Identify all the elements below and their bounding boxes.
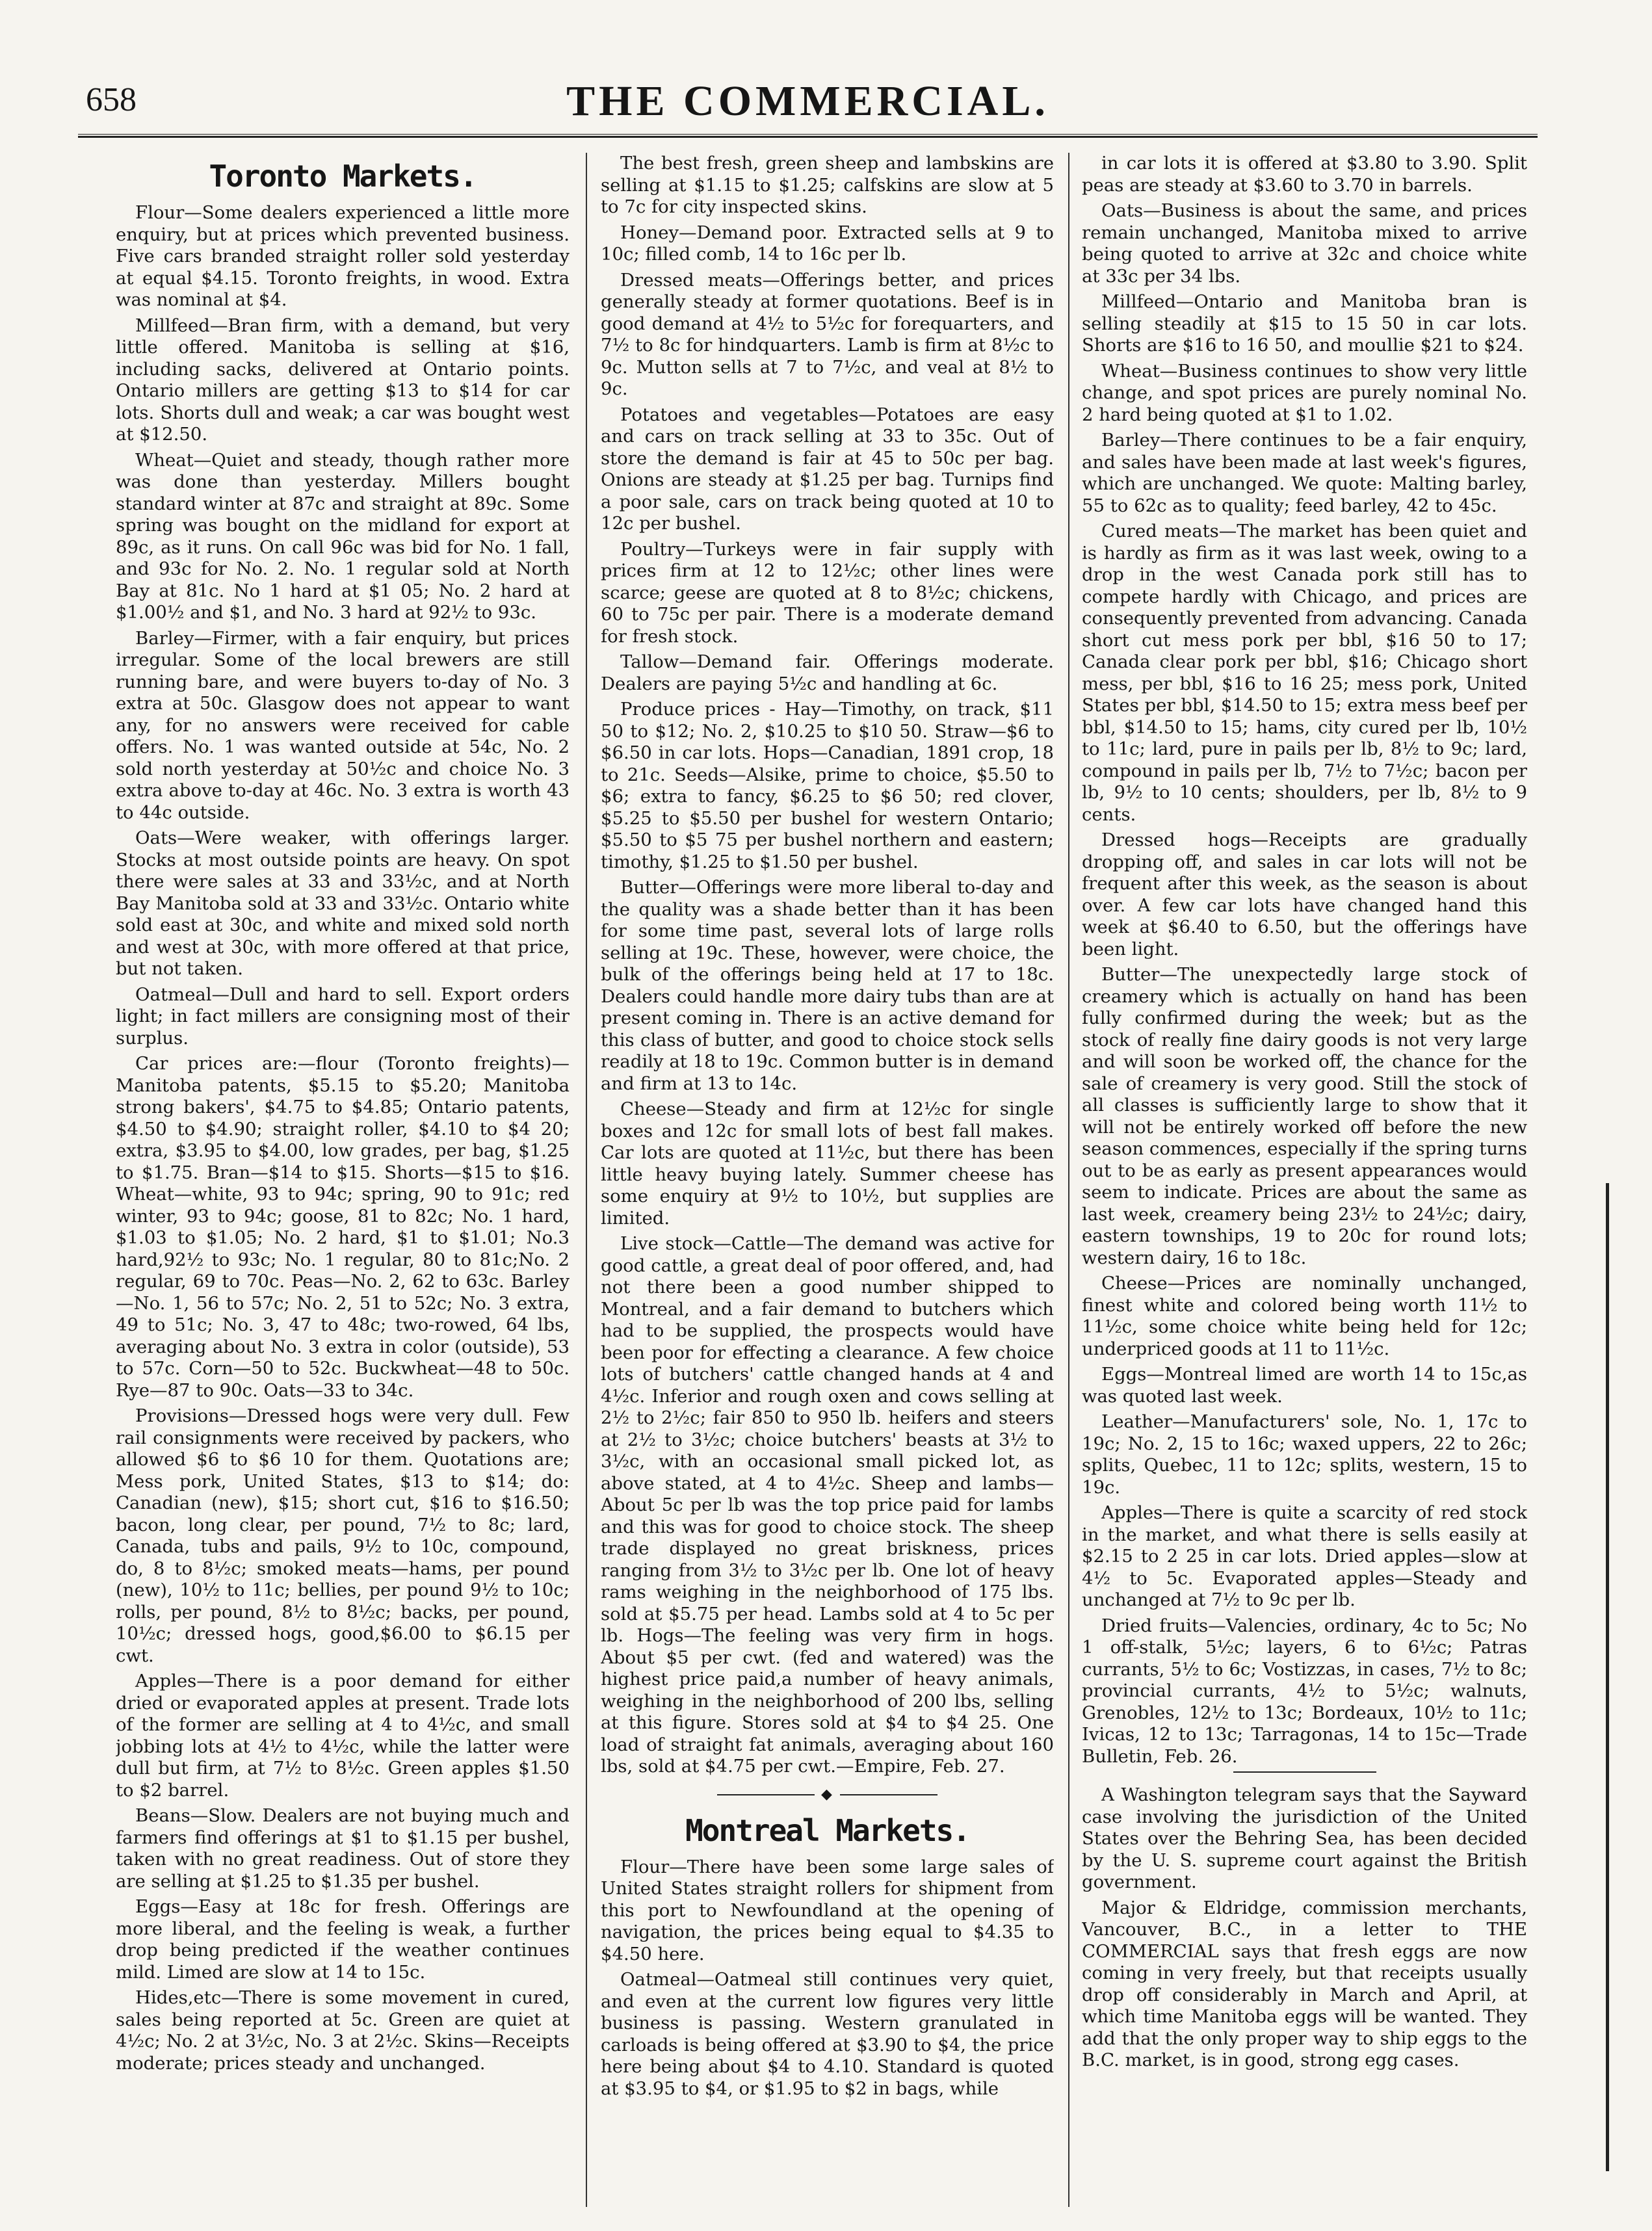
article-paragraph: Oats—Business is about the same, and prices remain unchanged, Manitoba mixed to arrive being quoted to arrive at 32c and choice white at 33c per 34 lbs. xyxy=(1082,200,1527,287)
article-paragraph: Dried fruits—Valencies, ordinary, 4c to 5c; No 1 off-stalk, 5½c; layers, 6 to 6½c; Patras currants, 5½ to 6c; Vostizzas, in cases, 7½ to 8c; provincial currants, 4½ to 5½c; walnuts, Grenobles, 12½ to 13c; Bordeaux, 10½ to 11c; Ivicas, 12 to 13c; Tarragonas, 14 to 15c—Trade Bulletin, Feb. 26. xyxy=(1082,1615,1527,1767)
article-paragraph: Butter—Offerings were more liberal to-day and the quality was a shade better than it has been for some time past, several lots of large rolls selling at 19c. These, however, were choice, the bulk of the offerings being held at 17 to 18c. Dealers could handle more dairy tubs than are at present coming in. There is an active demand for this class of butter, and good to choice stock sells readily at 18 to 19c. Common butter is in demand and firm at 13 to 14c. xyxy=(601,877,1054,1094)
masthead: THE COMMERCIAL. xyxy=(566,77,1049,125)
margin-rule xyxy=(1606,1183,1609,2171)
article-paragraph: Oats—Were weaker, with offerings larger. Stocks at most outside points are heavy. On spot there were sales at 33 and 33½c, and at North Bay Manitoba sold at 33 and 33½c. Ontario white sold east at 30c, and white and mixed sold north and west at 30c, with more offered at that price, but not taken. xyxy=(116,828,570,979)
article-paragraph: Major & Eldridge, commission merchants, Vancouver, B.C., in a letter to THE COMMERCIAL says that fresh eggs are now coming in very freely, but that receipts usually drop off considerably in March and April, at which time Manitoba eggs will be wanted. They add that the only proper way to ship eggs to the B.C. market, is in good, strong egg cases. xyxy=(1082,1897,1527,2070)
article-paragraph: Butter—The unexpectedly large stock of creamery which is actually on hand has been fully confirmed during the week; but as the stock of really fine dairy goods is not very large and will soon be worked off, the chance for the sale of creamery is very good. Still the stock of all classes is sufficiently large to show that it will not be entirely worked off before the new season commences, especially if the spring turns out to be as early as present appearances would seem to indicate. Prices are about the same as last week, creamery being 23½ to 24½c; dairy, eastern townships, 19 to 20c for round lots; western dairy, 16 to 18c. xyxy=(1082,964,1527,1268)
article-paragraph: Apples—There is quite a scarcity of red stock in the market, and what there is sells easily at $2.15 to 2 25 in car lots. Dried apples—slow at 4½ to 5c. Evaporated apples—Steady and unchanged at 7½ to 9c per lb. xyxy=(1082,1502,1527,1610)
article-paragraph: Beans—Slow. Dealers are not buying much and farmers find offerings at $1 to $1.15 per bushel, taken with no great readiness. Out of store they are selling at $1.25 to $1.35 per bushel. xyxy=(116,1805,570,1892)
header-rule xyxy=(78,134,1538,138)
article-paragraph: Potatoes and vegetables—Potatoes are easy and cars on track selling at 33 to 35c. Out of store the demand is fair at 45 to 50c per bag. Onions are steady at $1.25 per bag. Turnips find a poor sale, cars on track being quoted at 10 to 12c per bushel. xyxy=(601,404,1054,534)
article-paragraph: Flour—Some dealers experienced a little more enquiry, but at prices which prevented business. Five cars branded straight roller sold yesterday at equal $4.15. Toronto freights, in wood. Extra was nominal at $4. xyxy=(116,202,570,310)
article-paragraph: Cured meats—The market has been quiet and is hardly as firm as it was last week, owing to a drop in the west Canada pork still has to compete hardly with Chicago, and prices are consequently prevented from advancing. Canada short cut mess pork per bbl, $16 50 to 17; Canada clear pork per bbl, $16; Chicago short mess, per bbl, $16 to 16 25; mess pork, United States per bbl, $14.50 to 15; extra mess beef per bbl, $14.50 to 15; hams, city cured per lb, 10½ to 11c; lard, pure in pails per lb, 8½ to 9c; lard, compound in pails per lb, 7½ to 7½c; bacon per lb, 9½ to 10 cents; shoulders, per lb, 8½ to 9 cents. xyxy=(1082,521,1527,825)
article-paragraph: Wheat—Business continues to show very little change, and spot prices are purely nominal No. 2 hard being quoted at $1 to 1.02. xyxy=(1082,360,1527,425)
section-divider xyxy=(1233,1771,1376,1773)
article-paragraph: Oatmeal—Dull and hard to sell. Export orders light; in fact millers are consigning most of their surplus. xyxy=(116,984,570,1049)
column-divider xyxy=(1068,153,1069,2207)
column-2 xyxy=(601,153,1054,2174)
section-heading-montreal: Montreal Markets. xyxy=(685,1812,969,1848)
section-divider: ◆ xyxy=(601,1784,1054,1805)
article-paragraph: Eggs—Easy at 18c for fresh. Offerings are more liberal, and the feeling is weak, a further drop being predicted if the weather continues mild. Limed are slow at 14 to 15c. xyxy=(116,1896,570,1983)
article-paragraph: in car lots it is offered at $3.80 to 3.90. Split peas are steady at $3.60 to 3.70 in barrels. xyxy=(1082,153,1527,196)
article-paragraph: Live stock—Cattle—The demand was active for good cattle, a great deal of poor offered, and, had not there been a good number shipped to Montreal, and a fair demand to butchers which had to be supplied, the prospects would have been poor for effecting a clearance. A few choice lots of butchers' cattle changed hands at 4 and 4½c. Inferior and rough oxen and cows selling at 2½ to 2½c; fair 850 to 950 lb. heifers and steers at 2½ to 3½c; choice butchers' beasts at 3½ to 3½c, with an occasional small picked lot, as above stated, at 4 to 4½c. Sheep and lambs—About 5c per lb was the top price paid for lambs and this was for good to choice stock. The sheep trade displayed no great briskness, prices ranging from 3½ to 3½c per lb. One lot of heavy rams weighing in the neighborhood of 175 lbs. sold at $5.75 per head. Lambs sold at 4 to 5c per lb. Hogs—The feeling was very firm in hogs. About $5 per cwt. (fed and watered) was the highest price paid,a number of heavy animals, weighing in the neighborhood of 200 lbs, selling at this figure. Stores sold at $4 to $4 25. One load of straight fat animals, averaging about 160 lbs, sold at $4.75 per cwt.—Empire, Feb. 27. xyxy=(601,1233,1054,1777)
article-paragraph: Eggs—Montreal limed are worth 14 to 15c,as was quoted last week. xyxy=(1082,1364,1527,1407)
article-paragraph: Millfeed—Bran firm, with a demand, but very little offered. Manitoba is selling at $16, including sacks, delivered at Ontario points. Ontario millers are getting $13 to $14 for car lots. Shorts dull and weak; a car was bought west at $12.50. xyxy=(116,315,570,445)
article-paragraph: Oatmeal—Oatmeal still continues very quiet, and even at the current low figures very little business is passing. Western granulated in carloads is being offered at $3.90 to $4, the price here being about $4 to 4.10. Standard is quoted at $3.95 to $4, or $1.95 to $2 in bags, while xyxy=(601,1969,1054,2099)
article-paragraph: Barley—There continues to be a fair enquiry, and sales have been made at last week's figures, which are unchanged. We quote: Malting barley, 55 to 62c as to quality; feed barley, 42 to 45c. xyxy=(1082,430,1527,516)
article-paragraph: Produce prices - Hay—Timothy, on track, $11 50 to $12; No. 2, $10.25 to $10 50. Straw—$6 to $6.50 in car lots. Hops—Canadian, 1891 crop, 18 to 21c. Seeds—Alsike, prime to choice, $5.50 to $6; extra to fancy, $6.25 to $6 50; red clover, $5.25 to $5.50 per bushel for western Ontario; $5.50 to $5 75 per bushel northern and eastern; timothy, $1.25 to $1.50 per bushel. xyxy=(601,699,1054,872)
section-heading-toronto: Toronto Markets. xyxy=(209,159,477,194)
article-paragraph: Wheat—Quiet and steady, though rather more was done than yesterday. Millers bought standard winter at 87c and straight at 89c. Some spring was bought on the midland for export at 89c, as it runs. On call 96c was bid for No. 1 fall, and 93c for No. 2. No. 1 regular sold at North Bay at 81c. No 1 hard at $1 05; No. 2 hard at $1.00½ and $1, and No. 3 hard at 92½ to 93c. xyxy=(116,449,570,623)
article-paragraph: Poultry—Turkeys were in fair supply with prices firm at 12 to 12½c; other lines were scarce; geese are quoted at 8 to 8½c; chickens, 60 to 75c per pair. There is a moderate demand for fresh stock. xyxy=(601,538,1054,647)
article-paragraph: Tallow—Demand fair. Offerings moderate. Dealers are paying 5½c and handling at 6c. xyxy=(601,651,1054,694)
article-paragraph: The best fresh, green sheep and lambskins are selling at $1.15 to $1.25; calfskins are slow at 5 to 7c for city inspected skins. xyxy=(601,153,1054,217)
article-paragraph: Apples—There is a poor demand for either dried or evaporated apples at present. Trade lots of the former are selling at 4 to 4½c, and small jobbing lots at 4½ to 4½c, while the latter were dull but firm, at 7½ to 8½c. Green apples $1.50 to $2 barrel. xyxy=(116,1671,570,1801)
article-paragraph: Flour—There have been some large sales of United States straight rollers for shipment from this port to Newfoundland at the opening of navigation, the prices being equal to $4.35 to $4.50 here. xyxy=(601,1856,1054,1964)
article-paragraph: Cheese—Steady and firm at 12½c for single boxes and 12c for small lots of best fall makes. Car lots are quoted at 11½c, but there has been little heavy buying lately. Summer cheese has some enquiry at 9½ to 10½, but supplies are limited. xyxy=(601,1099,1054,1229)
article-paragraph: Cheese—Prices are nominally unchanged, finest white and colored being worth 11½ to 11½c, some choice white being held for 12c; underpriced goods at 11 to 11½c. xyxy=(1082,1273,1527,1359)
article-paragraph: Car prices are:—flour (Toronto freights)—Manitoba patents, $5.15 to $5.20; Manitoba strong bakers', $4.75 to $4.85; Ontario patents, $4.50 to $4.90; straight roller, $4.10 to $4 20; extra, $3.95 to $4.00, low grades, per bag, $1.25 to $1.75. Bran—$14 to $15. Shorts—$15 to $16. Wheat—white, 93 to 94c; spring, 90 to 91c; red winter, 93 to 94c; goose, 81 to 82c; No. 1 hard, $1.03 to $1.05; No. 2 hard, $1 to $1.01; No.3 hard,92½ to 93c; No. 1 regular, 80 to 81c;No. 2 regular, 69 to 70c. Peas—No. 2, 62 to 63c. Barley—No. 1, 56 to 57c; No. 2, 51 to 52c; No. 3 extra, 49 to 51c; No. 3, 47 to 48c; two-rowed, 64 lbs, averaging about No. 3 extra in color (outside), 53 to 57c. Corn—50 to 52c. Buckwheat—48 to 50c. Rye—87 to 90c. Oats—33 to 34c. xyxy=(116,1053,570,1401)
article-paragraph: Millfeed—Ontario and Manitoba bran is selling steadily at $15 to 15 50 in car lots. Shorts are $16 to 16 50, and moullie $21 to $24. xyxy=(1082,291,1527,356)
article-paragraph: A Washington telegram says that the Sayward case involving the jurisdiction of the United States over the Behring Sea, has been decided by the U. S. supreme court against the British government. xyxy=(1082,1784,1527,1892)
article-paragraph: Hides,etc—There is some movement in cured, sales being reported at 5c. Green are quiet at 4½c; No. 2 at 3½c, No. 3 at 2½c. Skins—Receipts moderate; prices steady and unchanged. xyxy=(116,1987,570,2074)
column-3 xyxy=(1082,153,1527,2174)
article-paragraph: Leather—Manufacturers' sole, No. 1, 17c to 19c; No. 2, 15 to 16c; waxed uppers, 22 to 26c; splits, Quebec, 11 to 12c; splits, western, 15 to 19c. xyxy=(1082,1411,1527,1498)
article-paragraph: Dressed meats—Offerings better, and prices generally steady at former quotations. Beef is in good demand at 4½ to 5½c for forequarters, and 7½ to 8c for hindquarters. Lamb is firm at 8½c to 9c. Mutton sells at 7 to 7½c, and veal at 8½ to 9c. xyxy=(601,269,1054,399)
page-number: 658 xyxy=(86,81,137,118)
column-divider xyxy=(586,153,587,2207)
column-1 xyxy=(116,153,570,2174)
article-paragraph: Barley—Firmer, with a fair enquiry, but prices irregular. Some of the local brewers are still running bare, and were buyers to-day of No. 3 extra at 50c. Glasgow does not appear to want any, for no answers were received for cable offers. No. 1 was wanted outside at 54c, No. 2 sold north yesterday at 50½c and choice No. 3 extra above to-day at 46c. No. 3 extra is worth 43 to 44c outside. xyxy=(116,627,570,823)
page-header xyxy=(78,77,1538,135)
article-paragraph: Dressed hogs—Receipts are gradually dropping off, and sales in car lots will not be frequent after this week, as the season is about over. A few car lots have changed hand this week at $6.40 to 6.50, but the offerings have been light. xyxy=(1082,829,1527,959)
article-paragraph: Provisions—Dressed hogs were very dull. Few rail consignments were received by packers, who allowed $6 to $6 10 for them. Quotations are; Mess pork, United States, $13 to $14; do: Canadian (new), $15; short cut, $16 to $16.50; bacon, long clear, per pound, 7½ to 8c; lard, Canada, tubs and pails, 9½ to 10c, compound, do, 8 to 8½c; smoked meats—hams, per pound (new), 10½ to 11c; bellies, per pound 9½ to 10c; rolls, per pound, 8½ to 8½c; backs, per pound, 10½c; dressed hogs, good,$6.00 to $6.15 per cwt. xyxy=(116,1405,570,1666)
article-paragraph: Honey—Demand poor. Extracted sells at 9 to 10c; filled comb, 14 to 16c per lb. xyxy=(601,222,1054,265)
